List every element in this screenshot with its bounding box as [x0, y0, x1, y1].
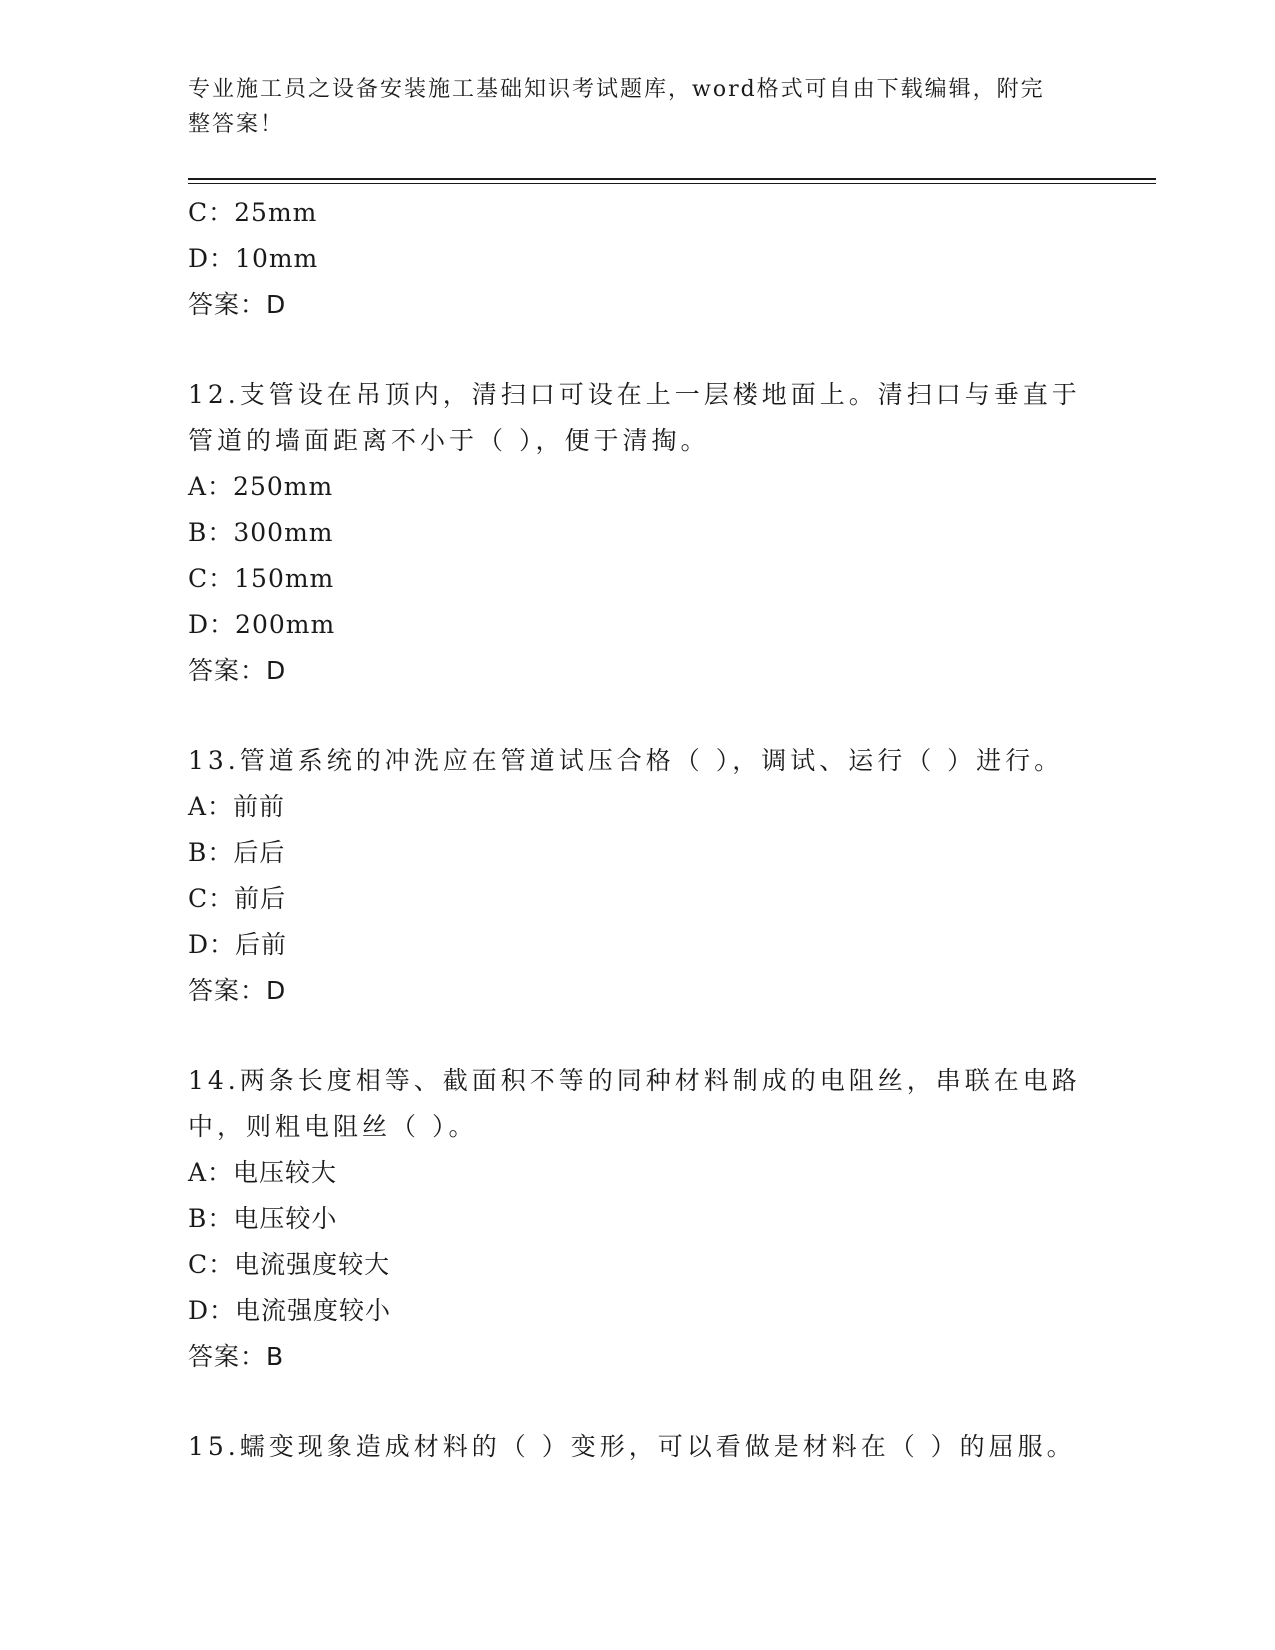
exam-content: [188, 190, 1088, 1470]
option-c: C：前后: [188, 884, 287, 913]
header-divider-thin: [188, 183, 1156, 184]
option-a: A：电压较大: [188, 1158, 338, 1187]
option-c: C：25mm: [188, 198, 318, 227]
answer-line: 答案：B: [188, 1342, 285, 1371]
answer-line: 答案：D: [188, 656, 287, 685]
option-b: B：300mm: [188, 518, 334, 547]
question-text: 13.管道系统的冲洗应在管道试压合格（ ），调试、运行（ ）进行。: [188, 746, 1064, 775]
answer-line: 答案：D: [188, 290, 287, 319]
option-b: B：电压较小: [188, 1204, 338, 1233]
spacer: [188, 1014, 1088, 1058]
spacer: [188, 1380, 1088, 1424]
option-a: A：250mm: [188, 472, 334, 501]
option-d: D：电流强度较小: [188, 1296, 392, 1325]
spacer: [188, 694, 1088, 738]
option-b: B：后后: [188, 838, 286, 867]
question-14: [188, 1058, 1088, 1380]
option-c: C：电流强度较大: [188, 1250, 391, 1279]
spacer: [188, 328, 1088, 372]
question-text: 12.支管设在吊顶内，清扫口可设在上一层楼地面上。清扫口与垂直于管道的墙面距离不小于（ ），便于清掏。: [188, 380, 1081, 455]
option-a: A：前前: [188, 792, 286, 821]
document-header: 专业施工员之设备安装施工基础知识考试题库，word格式可自由下载编辑，附完整答案！: [188, 77, 1045, 137]
header-divider-thick: [188, 178, 1156, 180]
option-d: D：后前: [188, 930, 288, 959]
option-d: D：200mm: [188, 610, 336, 639]
question-text: 14.两条长度相等、截面积不等的同种材料制成的电阻丝，串联在电路中，则粗电阻丝（ ）。: [188, 1066, 1081, 1141]
question-13: [188, 738, 1088, 1014]
option-c: C：150mm: [188, 564, 335, 593]
answer-line: 答案：D: [188, 976, 287, 1005]
option-d: D：10mm: [188, 244, 319, 273]
question-15: [188, 1424, 1088, 1470]
question-text: 15.蠕变现象造成材料的（ ）变形，可以看做是材料在（ ）的屈服。: [188, 1432, 1076, 1461]
question-12: [188, 372, 1088, 694]
question-11-tail: [188, 190, 1088, 328]
